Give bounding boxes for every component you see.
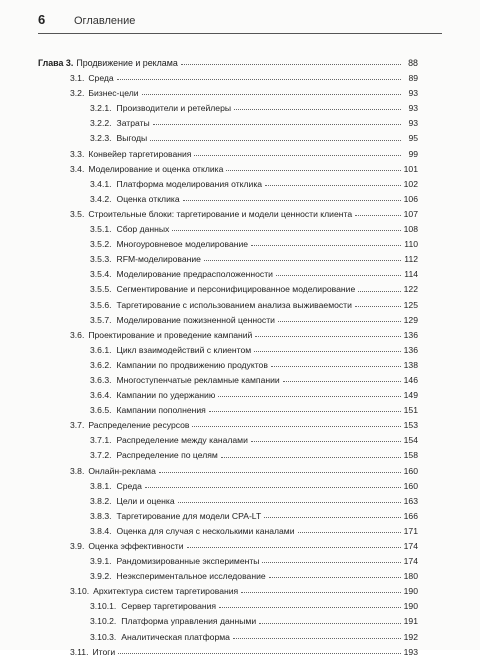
toc-entry-page: 125 <box>403 299 418 310</box>
toc-entry-title: Продвижение и реклама <box>76 58 178 68</box>
dot-leader <box>178 501 401 503</box>
toc-entry-number: 3.4. <box>70 163 85 174</box>
toc-entry-page: 193 <box>403 646 418 657</box>
toc-entry-page: 192 <box>403 631 418 642</box>
toc-entry-number: 3.11. <box>70 646 89 657</box>
toc-entry-page: 102 <box>403 178 418 189</box>
dot-leader <box>265 184 401 186</box>
toc-entry-number: 3.8. <box>70 465 85 476</box>
toc-entry-number: 3.7.2. <box>90 450 112 461</box>
dot-leader <box>264 516 400 518</box>
toc-entry-page: 163 <box>403 495 418 506</box>
toc-entry-page: 136 <box>403 344 418 355</box>
toc-entry <box>38 237 418 252</box>
toc-entry <box>38 433 418 448</box>
toc-entry <box>38 630 418 645</box>
toc-entry-number: 3.5.6. <box>90 299 112 310</box>
toc-entry-title: Производители и ретейлеры <box>116 103 232 114</box>
toc-entry-title: Оценка отклика <box>116 193 180 204</box>
toc-entry-page: 93 <box>408 103 418 114</box>
toc-entry-page: 154 <box>403 435 418 446</box>
toc-entry-page: 171 <box>403 525 418 536</box>
toc-entry-page: 160 <box>403 480 418 491</box>
dot-leader <box>355 305 401 307</box>
toc-entry-number: 3.5.2. <box>90 239 112 250</box>
toc-entry-page: 129 <box>403 314 418 325</box>
toc-entry-title: Оценка эффективности <box>88 541 184 551</box>
toc-entry-title: Моделирование пожизненной ценности <box>116 314 275 325</box>
toc-entry <box>38 388 418 403</box>
page-number: 6 <box>38 12 46 27</box>
toc-entry <box>38 207 418 222</box>
toc-entry-page: 151 <box>403 405 418 416</box>
toc-entry <box>38 56 418 71</box>
toc-entry-page: 166 <box>403 510 418 521</box>
dot-leader <box>283 380 401 382</box>
toc-entry-title: Неэкспериментальное исследование <box>116 571 266 582</box>
toc-entry-number: 3.5. <box>70 208 85 219</box>
toc-entry-title: Оценка для случая с несколькими каналами <box>116 525 295 536</box>
toc-entry-page: 180 <box>403 571 418 582</box>
toc-entry-title: Кампании по удержанию <box>116 390 216 401</box>
toc-entry-number: 3.10.2. <box>90 616 117 627</box>
toc-entry-page: 136 <box>403 329 418 340</box>
toc-entry <box>38 599 418 614</box>
toc-entry-page: 174 <box>403 541 418 551</box>
toc-entry-title: Среда <box>88 73 114 84</box>
toc-entry-title: Распределение между каналами <box>116 435 248 446</box>
toc-entry-page: 93 <box>408 118 418 129</box>
dot-leader <box>226 169 400 171</box>
dot-leader <box>153 123 401 125</box>
toc-entry-page: 158 <box>403 450 418 461</box>
toc-entry-number: 3.10.3. <box>90 631 117 642</box>
running-header <box>38 12 442 34</box>
toc-entry-page: 112 <box>404 254 418 265</box>
toc-entry <box>38 298 418 313</box>
toc-entry-number: 3.2.3. <box>90 133 112 144</box>
toc-entry-page: 110 <box>404 239 418 250</box>
toc-entry-title: Среда <box>116 480 142 491</box>
toc-entry-number: 3.4.2. <box>90 193 112 204</box>
toc-entry-title: Моделирование и оценка отклика <box>88 163 224 174</box>
toc-entry-title: Проектирование и проведение кампаний <box>88 329 253 340</box>
dot-leader <box>358 290 400 292</box>
toc-entry <box>38 71 418 86</box>
toc-entry-number: 3.8.4. <box>90 525 112 536</box>
toc-entry <box>38 162 418 177</box>
toc-entry-number: 3.7. <box>70 420 85 431</box>
toc-entry-title: Онлайн-реклама <box>88 465 156 476</box>
toc-entry <box>38 358 418 373</box>
toc-entry-title: Аналитическая платформа <box>121 631 230 642</box>
dot-leader <box>209 410 401 412</box>
toc-entry <box>38 418 418 433</box>
toc-entry-number: 3.9.1. <box>90 556 112 567</box>
dot-leader <box>355 214 401 216</box>
toc-entry-title: Архитектура систем таргетирования <box>93 586 239 597</box>
toc-entry-title: Рандомизированные эксперименты <box>116 556 260 567</box>
dot-leader <box>251 244 401 246</box>
toc-entry <box>38 464 418 479</box>
dot-leader <box>218 395 400 397</box>
toc-entry-title: Цикл взаимодействий с клиентом <box>116 344 252 355</box>
table-of-contents <box>38 56 418 660</box>
dot-leader <box>145 486 401 488</box>
toc-entry <box>38 147 418 162</box>
toc-entry-number: 3.8.3. <box>90 510 112 521</box>
toc-entry-page: 108 <box>403 224 418 235</box>
toc-entry-number: 3.10.1. <box>90 601 117 612</box>
toc-entry <box>38 539 418 554</box>
toc-entry <box>38 614 418 629</box>
toc-entry <box>38 569 418 584</box>
toc-entry <box>38 373 418 388</box>
toc-entry-page: 160 <box>403 465 418 476</box>
toc-entry-number: 3.9. <box>70 541 85 551</box>
toc-entry-number: 3.10. <box>70 586 90 597</box>
dot-leader <box>221 456 401 458</box>
toc-entry-number: 3.5.1. <box>90 224 112 235</box>
toc-entry-title: Сбор данных <box>116 224 170 235</box>
toc-entry-title: Моделирование предрасположенности <box>116 269 273 280</box>
dot-leader <box>204 259 401 261</box>
toc-entry-title: Конвейер таргетирования <box>88 148 192 159</box>
toc-entry-title: Таргетирование с использованием анализа выживаемости <box>116 299 352 310</box>
dot-leader <box>269 576 401 578</box>
toc-entry-title: Многоуровневое моделирование <box>116 239 249 250</box>
toc-entry-title: RFM-моделирование <box>116 254 201 265</box>
toc-entry <box>38 222 418 237</box>
dot-leader <box>117 78 401 80</box>
dot-leader <box>192 425 400 427</box>
dot-leader <box>172 229 400 231</box>
toc-entry-title: Цели и оценка <box>116 495 175 506</box>
dot-leader <box>298 531 401 533</box>
dot-leader <box>251 440 401 442</box>
dot-leader <box>194 154 401 156</box>
toc-entry-title: Строительные блоки: таргетирование и модели ценности клиента <box>88 208 353 219</box>
toc-entry <box>38 509 418 524</box>
toc-entry <box>38 131 418 146</box>
toc-entry-title: Сервер таргетирования <box>121 601 217 612</box>
section-title: Оглавление <box>74 15 136 27</box>
toc-entry-page: 88 <box>408 58 418 68</box>
toc-entry-title: Кампании по продвижению продуктов <box>116 359 268 370</box>
toc-entry-number: 3.2.1. <box>90 103 112 114</box>
toc-entry <box>38 267 418 282</box>
dot-leader <box>118 652 400 654</box>
toc-entry <box>38 479 418 494</box>
toc-entry-page: 106 <box>403 193 418 204</box>
dot-leader <box>262 561 400 563</box>
toc-entry-title: Многоступенчатые рекламные кампании <box>116 374 280 385</box>
toc-entry-page: 191 <box>403 616 418 627</box>
toc-entry-number: 3.8.1. <box>90 480 112 491</box>
toc-entry-number: 3.9.2. <box>90 571 112 582</box>
dot-leader <box>254 350 400 352</box>
toc-entry-page: 93 <box>408 88 418 99</box>
toc-entry-title: Таргетирование для модели CPA-LT <box>116 510 262 521</box>
dot-leader <box>187 546 401 548</box>
toc-entry-number: 3.6. <box>70 329 85 340</box>
dot-leader <box>271 365 401 367</box>
dot-leader <box>183 199 401 201</box>
dot-leader <box>159 471 401 473</box>
toc-entry <box>38 554 418 569</box>
toc-entry <box>38 343 418 358</box>
toc-entry <box>38 524 418 539</box>
toc-entry-number: 3.6.3. <box>90 374 112 385</box>
toc-entry <box>38 101 418 116</box>
toc-entry-number: 3.2.2. <box>90 118 112 129</box>
toc-entry-page: 190 <box>403 586 418 597</box>
toc-entry <box>38 403 418 418</box>
toc-entry-number: 3.5.7. <box>90 314 112 325</box>
toc-entry-page: 149 <box>403 390 418 401</box>
toc-entry-number: 3.8.2. <box>90 495 112 506</box>
toc-entry-number: 3.6.1. <box>90 344 112 355</box>
dot-leader <box>233 637 401 639</box>
toc-chapter-label: Глава 3. <box>38 58 74 68</box>
toc-entry-number: 3.4.1. <box>90 178 112 189</box>
dot-leader <box>255 335 400 337</box>
toc-entry-page: 138 <box>403 359 418 370</box>
dot-leader <box>150 139 401 141</box>
toc-entry-page: 190 <box>403 601 418 612</box>
toc-entry-title: Распределение по целям <box>116 450 218 461</box>
toc-entry-title: Бизнес-цели <box>88 88 139 99</box>
toc-entry <box>38 86 418 101</box>
toc-entry-page: 174 <box>403 556 418 567</box>
toc-entry <box>38 177 418 192</box>
toc-entry-title: Затраты <box>116 118 150 129</box>
toc-entry-number: 3.5.5. <box>90 284 112 295</box>
toc-entry <box>38 192 418 207</box>
toc-entry-number: 3.6.2. <box>90 359 112 370</box>
toc-entry-title: Кампании пополнения <box>116 405 206 416</box>
dot-leader <box>241 591 400 593</box>
toc-entry-title: Итоги <box>92 646 116 657</box>
dot-leader <box>219 606 401 608</box>
toc-entry-number: 3.3. <box>70 148 85 159</box>
toc-entry-page: 95 <box>408 133 418 144</box>
toc-entry-page: 146 <box>403 374 418 385</box>
toc-entry <box>38 645 418 660</box>
dot-leader <box>278 320 401 322</box>
toc-entry-number: 3.6.5. <box>90 405 112 416</box>
toc-entry-page: 89 <box>408 73 418 84</box>
toc-entry-page: 99 <box>408 148 418 159</box>
toc-entry-title: Распределение ресурсов <box>88 420 190 431</box>
toc-entry-title: Платформа моделирования отклика <box>116 178 263 189</box>
toc-entry-page: 114 <box>404 269 418 280</box>
dot-leader <box>234 108 401 110</box>
toc-entry-page: 101 <box>403 163 418 174</box>
toc-entry <box>38 328 418 343</box>
toc-entry-title: Выгоды <box>116 133 148 144</box>
toc-entry-number: 3.5.4. <box>90 269 112 280</box>
dot-leader <box>142 93 401 95</box>
toc-entry <box>38 282 418 297</box>
toc-entry-page: 122 <box>403 284 418 295</box>
toc-entry-page: 107 <box>403 208 418 219</box>
toc-entry-number: 3.6.4. <box>90 390 112 401</box>
dot-leader <box>181 63 401 65</box>
toc-entry-title: Сегментирование и персонифицированное моделирование <box>116 284 356 295</box>
toc-entry <box>38 494 418 509</box>
toc-entry <box>38 313 418 328</box>
toc-entry-number: 3.2. <box>70 88 85 99</box>
toc-entry-number: 3.7.1. <box>90 435 112 446</box>
toc-entry-number: 3.1. <box>70 73 85 84</box>
dot-leader <box>259 622 401 624</box>
toc-entry <box>38 448 418 463</box>
toc-entry-number: 3.5.3. <box>90 254 112 265</box>
toc-entry-page: 153 <box>403 420 418 431</box>
toc-entry-title: Платформа управления данными <box>121 616 257 627</box>
dot-leader <box>276 274 401 276</box>
toc-entry <box>38 116 418 131</box>
toc-entry <box>38 584 418 599</box>
toc-entry <box>38 252 418 267</box>
